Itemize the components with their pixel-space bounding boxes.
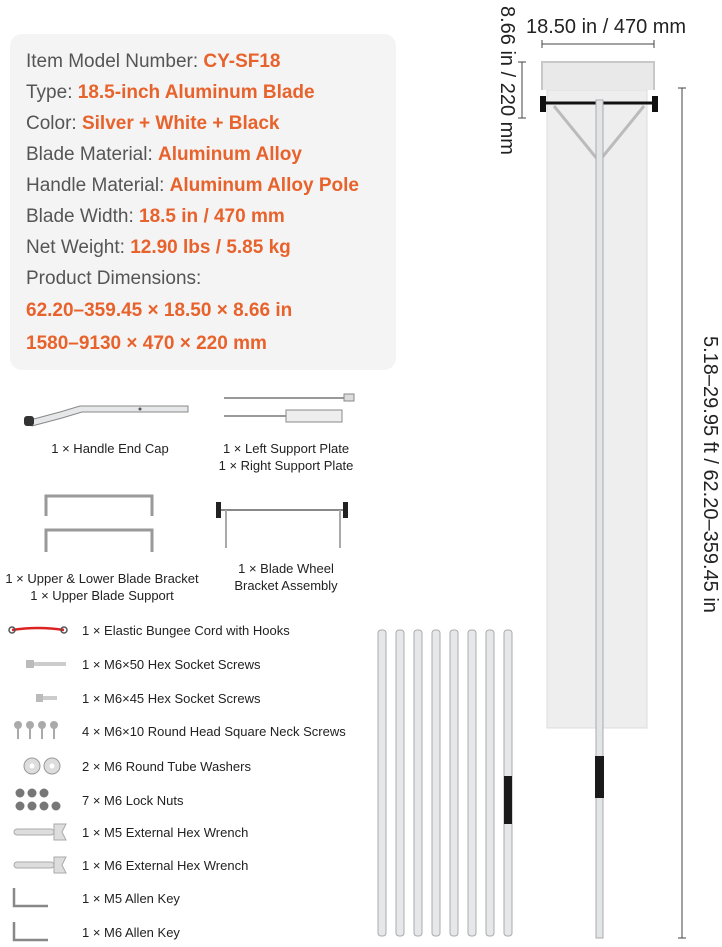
hardware-label: 2 × M6 Round Tube Washers (82, 758, 251, 774)
spec-net-weight: Net Weight: 12.90 lbs / 5.85 kg (26, 237, 291, 258)
right-support-plate-label: 1 × Right Support Plate (218, 458, 354, 473)
bracket-label: 1 × Upper & Lower Blade Bracket (5, 571, 199, 586)
hardware-label: 1 × M5 External Hex Wrench (82, 824, 249, 840)
spec-handle-material: Handle Material: Aluminum Alloy Pole (26, 175, 359, 196)
wheel-bracket-label-2: Bracket Assembly (234, 578, 338, 593)
hardware-label: 1 × Elastic Bungee Cord with Hooks (82, 622, 290, 638)
width-dimension-label: 18.50 in / 470 mm (526, 16, 687, 38)
spec-color: Color: Silver + White + Black (26, 113, 280, 134)
hardware-label: 1 × M6 External Hex Wrench (82, 857, 249, 873)
hardware-label: 7 × M6 Lock Nuts (82, 792, 184, 808)
hardware-label: 4 × M6×10 Round Head Square Neck Screws (82, 723, 346, 739)
length-dimension-label: 5.18–29.95 ft / 62.20–359.45 in (699, 336, 721, 613)
blade-support-label: 1 × Upper Blade Support (30, 588, 174, 603)
hardware-label: 1 × M6×45 Hex Socket Screws (82, 690, 261, 706)
hardware-label: 1 × M5 Allen Key (82, 890, 180, 906)
left-support-plate-label: 1 × Left Support Plate (222, 441, 350, 456)
spec-dimensions-label: Product Dimensions: (26, 268, 202, 289)
hardware-label: 1 × M6×50 Hex Socket Screws (82, 656, 261, 672)
spec-model: Item Model Number: CY-SF18 (26, 51, 281, 72)
spec-blade-material: Blade Material: Aluminum Alloy (26, 144, 302, 165)
wheel-bracket-label-1: 1 × Blade Wheel (238, 561, 334, 576)
spec-type: Type: 18.5-inch Aluminum Blade (26, 82, 315, 103)
spec-blade-width: Blade Width: 18.5 in / 470 mm (26, 206, 285, 227)
spec-dimensions-in: 62.20–359.45 × 18.50 × 8.66 in (26, 300, 293, 321)
hardware-label: 1 × M6 Allen Key (82, 924, 180, 940)
spec-dimensions-mm: 1580–9130 × 470 × 220 mm (26, 333, 267, 354)
height-dimension-label: 8.66 in / 220 mm (496, 6, 518, 155)
handle-end-cap-label: 1 × Handle End Cap (51, 441, 169, 456)
